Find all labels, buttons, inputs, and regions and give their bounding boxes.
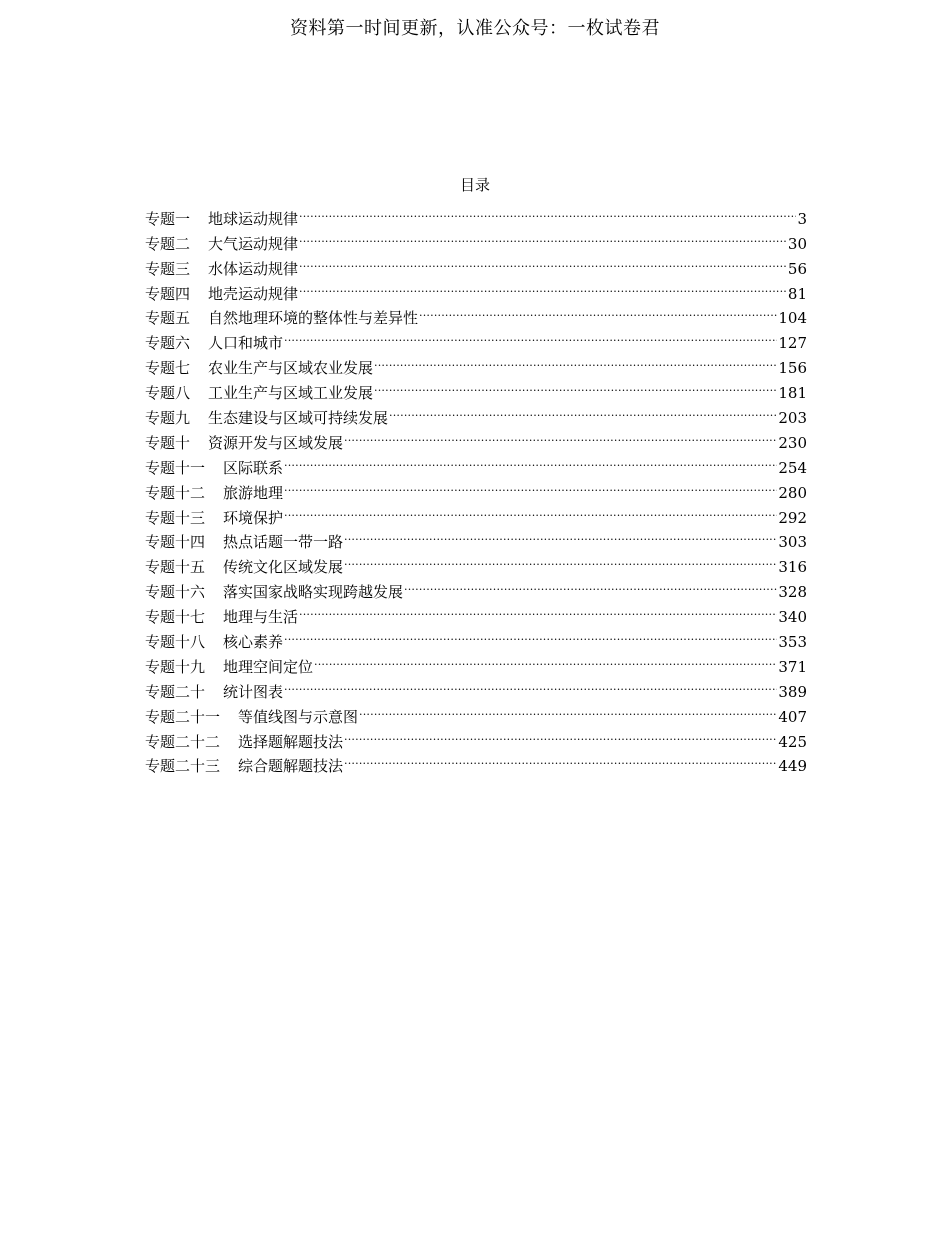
toc-entry-number: 专题二十三 <box>145 757 221 776</box>
toc-entry-number: 专题三 <box>145 259 191 278</box>
toc-entry-number: 专题六 <box>145 334 191 353</box>
toc-entry-topic: 环境保护 <box>223 508 284 527</box>
toc-entry-page: 156 <box>778 359 807 378</box>
toc-entry-number: 专题十 <box>145 433 191 452</box>
toc-entry-topic: 人口和城市 <box>208 334 284 353</box>
toc-entry-page: 371 <box>778 657 807 676</box>
toc-entry-page: 30 <box>787 234 807 253</box>
toc-dot-leader <box>299 274 787 299</box>
toc-entry-number: 专题十七 <box>145 608 206 627</box>
toc-dot-leader <box>284 622 777 647</box>
toc-dot-leader <box>374 348 777 373</box>
toc-dot-leader <box>284 448 777 473</box>
toc-entry-topic: 地理与生活 <box>223 608 299 627</box>
toc-entry-number: 专题二十 <box>145 682 206 701</box>
toc-dot-leader <box>344 547 777 572</box>
toc-entry-topic: 水体运动规律 <box>208 259 299 278</box>
toc-dot-leader <box>344 423 777 448</box>
toc-entry-page: 353 <box>778 633 807 652</box>
toc-entry-topic: 地球运动规律 <box>208 209 299 228</box>
toc-entry-number: 专题十四 <box>145 533 206 552</box>
toc-entry-topic: 资源开发与区域发展 <box>208 433 344 452</box>
toc-entry-topic: 统计图表 <box>223 682 284 701</box>
toc-entry-page: 292 <box>778 508 807 527</box>
toc-entry-topic: 地壳运动规律 <box>208 284 299 303</box>
toc-entry-number: 专题二十二 <box>145 732 221 751</box>
toc-entry-page: 316 <box>778 558 807 577</box>
toc-entry-topic: 核心素养 <box>223 633 284 652</box>
toc-dot-leader <box>299 249 787 274</box>
toc-entry-page: 425 <box>778 732 807 751</box>
toc-entry-topic: 传统文化区域发展 <box>223 558 344 577</box>
toc-entry-page: 254 <box>778 458 807 477</box>
toc-entry-number: 专题十三 <box>145 508 206 527</box>
toc-dot-leader <box>284 498 777 523</box>
toc-entry-topic: 综合题解题技法 <box>238 757 344 776</box>
toc-entry-topic: 区际联系 <box>223 458 284 477</box>
toc-entry-number: 专题十二 <box>145 483 206 502</box>
toc-entry-number: 专题五 <box>145 309 191 328</box>
toc-entry-number: 专题九 <box>145 409 191 428</box>
toc-title: 目录 <box>459 176 490 194</box>
toc-dot-leader <box>314 647 777 672</box>
toc-entry-number: 专题十九 <box>145 657 206 676</box>
toc-dot-leader <box>284 672 777 697</box>
toc-entry-page: 127 <box>778 334 807 353</box>
toc-entry-topic: 热点话题一带一路 <box>223 533 344 552</box>
toc-entry-number: 专题二十一 <box>145 707 221 726</box>
toc-entry-topic: 地理空间定位 <box>223 657 314 676</box>
toc-dot-leader <box>344 747 777 772</box>
toc-dot-leader <box>344 722 777 747</box>
toc-entry-number: 专题七 <box>145 359 191 378</box>
toc-entry-number: 专题四 <box>145 284 191 303</box>
toc-entry-topic: 落实国家战略实现跨越发展 <box>223 583 404 602</box>
toc-entry-number: 专题十六 <box>145 583 206 602</box>
toc-entry-topic: 旅游地理 <box>223 483 284 502</box>
toc-entry-page: 389 <box>778 682 807 701</box>
toc-entry-topic: 农业生产与区域农业发展 <box>208 359 374 378</box>
toc-dot-leader <box>299 597 777 622</box>
toc-entry[interactable] <box>145 199 807 228</box>
toc-entry-topic: 工业生产与区域工业发展 <box>208 384 374 403</box>
toc-entry-page: 449 <box>778 757 807 776</box>
toc-dot-leader <box>284 473 777 498</box>
toc-dot-leader <box>359 697 777 722</box>
toc-dot-leader <box>299 199 796 224</box>
toc-entry-number: 专题十一 <box>145 458 206 477</box>
toc-entry-page: 3 <box>797 209 807 228</box>
header-banner: 资料第一时间更新，认准公众号：一枚试卷君 <box>290 18 660 39</box>
toc-dot-leader <box>299 224 787 249</box>
toc-entry-page: 340 <box>778 608 807 627</box>
toc-dot-leader <box>419 299 777 324</box>
toc-dot-leader <box>284 323 777 348</box>
toc-dot-leader <box>404 572 777 597</box>
toc-entry-page: 81 <box>787 284 807 303</box>
toc-entry-page: 104 <box>778 309 807 328</box>
toc-entry-topic: 自然地理环境的整体性与差异性 <box>208 309 419 328</box>
toc-entry-topic: 等值线图与示意图 <box>238 707 359 726</box>
toc-entry-topic: 生态建设与区域可持续发展 <box>208 409 389 428</box>
toc-entry-page: 181 <box>778 384 807 403</box>
toc-entry-topic: 大气运动规律 <box>208 234 299 253</box>
toc-entry-number: 专题十八 <box>145 633 206 652</box>
table-of-contents <box>145 199 807 776</box>
toc-entry-topic: 选择题解题技法 <box>238 732 344 751</box>
toc-entry-page: 328 <box>778 583 807 602</box>
toc-entry-page: 230 <box>778 433 807 452</box>
toc-entry-page: 280 <box>778 483 807 502</box>
toc-entry-page: 56 <box>787 259 807 278</box>
toc-entry-number: 专题二 <box>145 234 191 253</box>
toc-entry-page: 203 <box>778 409 807 428</box>
toc-dot-leader <box>389 398 777 423</box>
toc-entry-number: 专题一 <box>145 209 191 228</box>
toc-entry-number: 专题八 <box>145 384 191 403</box>
toc-dot-leader <box>344 523 777 548</box>
toc-dot-leader <box>374 373 777 398</box>
toc-entry-page: 407 <box>778 707 807 726</box>
toc-entry-number: 专题十五 <box>145 558 206 577</box>
toc-entry-page: 303 <box>778 533 807 552</box>
